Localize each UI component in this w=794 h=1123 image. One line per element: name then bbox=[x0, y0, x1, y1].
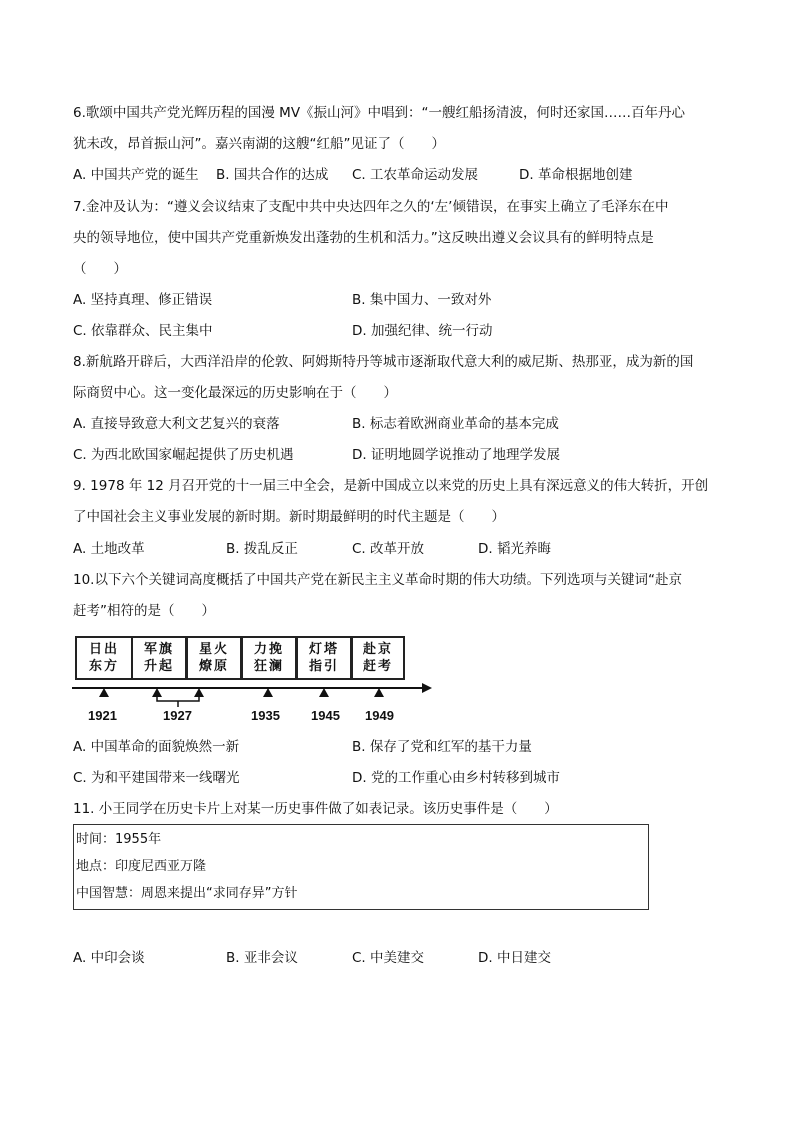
q9-option-d: D. 韬光养晦 bbox=[478, 541, 551, 557]
timeline-year-1949: 1949 bbox=[365, 708, 394, 723]
q7-stem-line2: 央的领导地位，使中国共产党重新焕发出蓬勃的生机和活力。”这反映出遵义会议具有的鲜明特点是 bbox=[73, 230, 654, 246]
q9-option-a: A. 土地改革 bbox=[73, 541, 145, 557]
timeline-arrowhead bbox=[422, 683, 432, 693]
timeline-marker-1949 bbox=[374, 688, 384, 697]
timeline-box-1-top: 日出 bbox=[88, 642, 119, 657]
q8-option-c: C. 为西北欧国家崛起提供了历史机遇 bbox=[73, 447, 294, 463]
timeline-box-6-bottom: 赶考 bbox=[362, 659, 393, 674]
timeline-box-6 bbox=[351, 636, 405, 680]
q11-option-b: B. 亚非会议 bbox=[226, 950, 298, 966]
timeline-bracket-1927 bbox=[157, 697, 199, 701]
q6-option-d: D. 革命根据地创建 bbox=[519, 167, 633, 183]
timeline-box-4-top: 力挽 bbox=[253, 642, 284, 657]
q10-stem-line2: 赶考”相符的是（ ） bbox=[73, 603, 215, 619]
timeline-year-1927: 1927 bbox=[163, 708, 192, 723]
timeline-marker-1921 bbox=[99, 688, 109, 697]
timeline-box-3-bottom: 燎原 bbox=[198, 659, 229, 674]
timeline-box-2 bbox=[131, 636, 187, 680]
q11-option-a: A. 中印会谈 bbox=[73, 950, 145, 966]
timeline-box-4 bbox=[241, 636, 297, 680]
q9-stem-line2: 了中国社会主义事业发展的新时期。新时期最鲜明的时代主题是（ ） bbox=[73, 509, 505, 525]
q7-stem-line3: （ ） bbox=[73, 261, 127, 277]
q7-stem-line1: 7.金冲及认为：“遵义会议结束了支配中共中央达四年之久的‘左’倾错误，在事实上确立了毛泽东在中 bbox=[73, 199, 669, 215]
q8-option-d: D. 证明地圆学说推动了地理学发展 bbox=[352, 447, 560, 463]
q9-stem-line1: 9. 1978 年 12 月召开党的十一届三中全会，是新中国成立以来党的历史上具有深远意义的伟大转折，开创 bbox=[73, 478, 709, 494]
q7-option-d: D. 加强纪律、统一行动 bbox=[352, 323, 493, 339]
q6-option-a: A. 中国共产党的诞生 bbox=[73, 167, 199, 183]
q8-stem-line1: 8.新航路开辟后，大西洋沿岸的伦敦、阿姆斯特丹等城市逐渐取代意大利的威尼斯、热那亚，成为新的国 bbox=[73, 354, 694, 370]
timeline-box-5-top: 灯塔 bbox=[308, 642, 339, 657]
timeline-box-3-top: 星火 bbox=[198, 642, 229, 657]
timeline-box-1-bottom: 东方 bbox=[88, 659, 119, 674]
timeline-marker-1935 bbox=[263, 688, 273, 697]
timeline-year-1935: 1935 bbox=[251, 708, 280, 723]
timeline-box-5-bottom: 指引 bbox=[308, 659, 339, 674]
timeline-box-1 bbox=[75, 636, 133, 680]
q10-stem-line1: 10.以下六个关键词高度概括了中国共产党在新民主主义革命时期的伟大功绩。下列选项与关键词“赴京 bbox=[73, 572, 682, 588]
q8-stem-line2: 际商贸中心。这一变化最深远的历史影响在于（ ） bbox=[73, 385, 397, 401]
q8-option-b: B. 标志着欧洲商业革命的基本完成 bbox=[352, 416, 559, 432]
timeline-marker-1945 bbox=[319, 688, 329, 697]
q11-option-d: D. 中日建交 bbox=[478, 950, 551, 966]
q9-option-c: C. 改革开放 bbox=[352, 541, 425, 557]
q10-option-a: A. 中国革命的面貌焕然一新 bbox=[73, 739, 240, 755]
q9-option-b: B. 拨乱反正 bbox=[226, 541, 298, 557]
q10-option-b: B. 保存了党和红军的基干力量 bbox=[352, 739, 532, 755]
q11-option-c: C. 中美建交 bbox=[352, 950, 425, 966]
history-card bbox=[73, 824, 649, 910]
timeline-axis bbox=[70, 676, 440, 708]
q10-option-d: D. 党的工作重心由乡村转移到城市 bbox=[352, 770, 560, 786]
card-row-wisdom: 中国智慧：周恩来提出“求同存异”方针 bbox=[76, 886, 298, 901]
timeline-year-1945: 1945 bbox=[311, 708, 340, 723]
q6-stem-line2: 犹未改，昂首振山河”。嘉兴南湖的这艘“红船”见证了（ ） bbox=[73, 136, 445, 152]
q7-option-b: B. 集中国力、一致对外 bbox=[352, 292, 492, 308]
timeline-year-1921: 1921 bbox=[88, 708, 117, 723]
timeline-box-4-bottom: 狂澜 bbox=[253, 659, 284, 674]
timeline-box-2-top: 军旗 bbox=[143, 642, 174, 657]
q6-option-b: B. 国共合作的达成 bbox=[216, 167, 329, 183]
timeline-box-5 bbox=[296, 636, 352, 680]
timeline-box-3 bbox=[186, 636, 242, 680]
q7-option-a: A. 坚持真理、修正错误 bbox=[73, 292, 213, 308]
card-row-time: 时间：1955年 bbox=[76, 832, 162, 847]
timeline-box-6-top: 赴京 bbox=[362, 642, 393, 657]
q6-stem-line1: 6.歌颂中国共产党光辉历程的国漫 MV《振山河》中唱到：“一艘红船扬清波，何时还家国……百年丹心 bbox=[73, 105, 686, 121]
q11-stem-line1: 11. 小王同学在历史卡片上对某一历史事件做了如表记录。该历史事件是（ ） bbox=[73, 801, 558, 817]
timeline-box-2-bottom: 升起 bbox=[143, 659, 174, 674]
q10-option-c: C. 为和平建国带来一线曙光 bbox=[73, 770, 240, 786]
timeline-marker-1927b bbox=[194, 688, 204, 697]
card-row-place: 地点：印度尼西亚万隆 bbox=[76, 859, 207, 874]
timeline-marker-1927a bbox=[152, 688, 162, 697]
q6-option-c: C. 工农革命运动发展 bbox=[352, 167, 479, 183]
q7-option-c: C. 依靠群众、民主集中 bbox=[73, 323, 213, 339]
q8-option-a: A. 直接导致意大利文艺复兴的衰落 bbox=[73, 416, 280, 432]
